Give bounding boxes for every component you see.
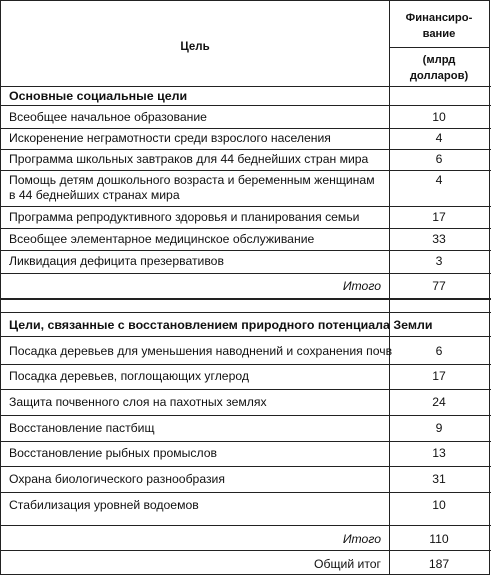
- section1-total-label: Итого: [342, 279, 381, 293]
- section1-row-label: Программа репродуктивного здоровья и планирования семьи: [9, 210, 360, 224]
- section2-row-label: Стабилизация уровней водоемов: [9, 498, 199, 512]
- row-divider: [1, 273, 491, 274]
- header-funding-line1: Финансиро-: [405, 12, 473, 24]
- header-divider: [389, 47, 489, 48]
- section1-title: Основные социальные цели: [9, 89, 188, 103]
- row-divider: [1, 466, 491, 467]
- section1-row-label: Всеобщее элементарное медицинское обслуживание: [9, 232, 315, 246]
- section2-row-label: Защита почвенного слоя на пахотных землях: [9, 395, 267, 409]
- section2-row-label: Восстановление рыбных промыслов: [9, 446, 217, 460]
- section1-title-line: [1, 105, 491, 106]
- row-divider: [1, 250, 491, 251]
- row-divider: [1, 415, 491, 416]
- row-divider: [1, 128, 491, 129]
- section2-row-label: Восстановление пастбищ: [9, 421, 155, 435]
- section1-row-label-line2: в 44 беднейших странах мира: [9, 188, 180, 202]
- section-separator: [1, 312, 491, 313]
- row-divider: [1, 389, 491, 390]
- section2-total-label: Итого: [342, 532, 381, 546]
- section2-row-label: Охрана биологического разнообразия: [9, 472, 225, 486]
- section1-row-label: Программа школьных завтраков для 44 беднейших стран мира: [9, 152, 369, 166]
- section2-row-label: Посадка деревьев для уменьшения наводнений и сохранения почв: [9, 344, 393, 358]
- header-unit-line2: долларов): [409, 70, 469, 82]
- section2-title-line: [1, 336, 491, 337]
- section2-row-label: Посадка деревьев, поглощающих углерод: [9, 369, 249, 383]
- header-funding-line2: вание: [422, 28, 456, 40]
- row-divider: [1, 492, 491, 493]
- grand-total-label: Общий итог: [314, 557, 381, 571]
- header-unit-line1: (млрд: [422, 54, 456, 66]
- section2-title: Цели, связанные с восстановлением природного потенциала Земли: [9, 318, 433, 332]
- row-divider: [1, 149, 491, 150]
- section-separator: [1, 298, 491, 300]
- section1-row-label: Ликвидация дефицита презервативов: [9, 254, 224, 268]
- header-bottom-line: [1, 86, 491, 87]
- row-divider: [1, 228, 491, 229]
- row-divider: [1, 206, 491, 207]
- funding-table: Цель Финансиро- вание (млрд долларов) Основные социальные цели Всеобщее начальное образование 10 Искоренение неграмотности среди взрослого населения 4 Программа школьных завтраков для 44 беднейших стран мира 6 Помощь детям дошкольного возраста и беременным женщинам в 44 беднейших странах мира 4 Программа репродуктивного здоровья и планирования семьи 17 Всеобщее элементарное медицинское обслуживание 33 Ликвидация дефицита презервативов 3 Итого 77 Цели, связанные с восстановлением природного потенциала Земли Посадка деревьев для уменьшения наводнений и сохранения почв 6 Посадка деревьев, поглощающих углерод 17 Защита почвенного слоя на пахотных землях 24 Восстановление пастбищ 9 Восстановление рыбных промыслов 13 Охрана биологического разнообразия 31 Стабилизация уровней водоемов 10 Итого 110 Общий итог 187: [0, 0, 490, 575]
- header-goal-label: Цель: [180, 41, 210, 53]
- row-divider: [1, 170, 491, 171]
- row-divider: [1, 525, 491, 526]
- section1-row-label: Всеобщее начальное образование: [9, 110, 207, 124]
- section1-row-label-line1: Помощь детям дошкольного возраста и беременным женщинам: [9, 173, 375, 187]
- section1-row-label: Искоренение неграмотности среди взрослого населения: [9, 131, 331, 145]
- row-divider: [1, 550, 491, 551]
- row-divider: [1, 364, 491, 365]
- row-divider: [1, 441, 491, 442]
